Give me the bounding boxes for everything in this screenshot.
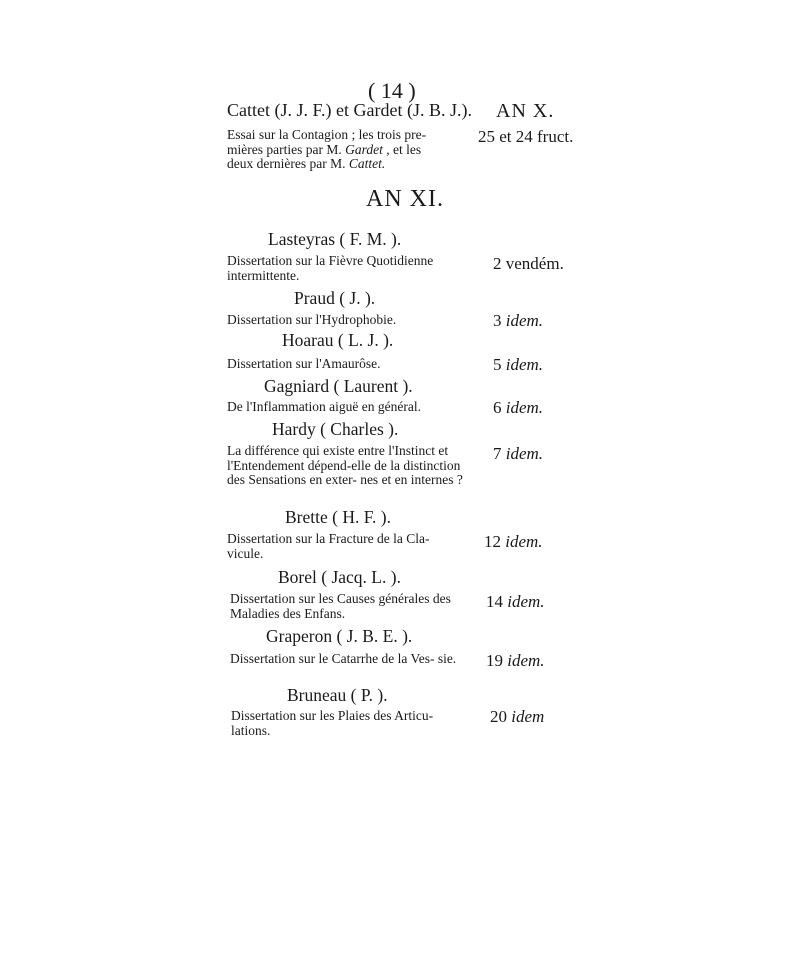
- entry-title: Dissertation sur les Causes générales des Maladies des Enfans.: [230, 591, 451, 621]
- entry-date-word: idem.: [505, 311, 544, 330]
- top-entry-year: AN X.: [496, 100, 555, 122]
- entry-date-word: idem.: [505, 355, 544, 374]
- entry-date-num: 12: [484, 532, 501, 551]
- top-entry-title: [227, 128, 459, 172]
- entry-date-word: idem.: [507, 651, 545, 670]
- entry-date-word: idem: [511, 707, 545, 726]
- top-title-part1: Essai sur la Contagion ; les trois pre-: [227, 127, 427, 142]
- entry-title: De l'Inflammation aiguë en général.: [227, 399, 421, 414]
- top-entry-date: 25 et 24 fruct.: [478, 127, 574, 146]
- top-title-part4: deux dernières par M.: [227, 156, 349, 171]
- entry-author: Hoarau ( L. J. ).: [282, 330, 394, 350]
- entry-date-word: idem.: [505, 532, 543, 551]
- entry-title: Dissertation sur l'Hydrophobie.: [227, 312, 397, 327]
- entry-author: Graperon ( J. B. E. ).: [266, 626, 413, 646]
- entry-author: Praud ( J. ).: [294, 288, 376, 308]
- entry-date-num: 3: [493, 311, 502, 330]
- entry-date: [493, 311, 543, 331]
- entry-author: Brette ( H. F. ).: [285, 507, 392, 527]
- top-title-name2: Cattet.: [348, 156, 386, 171]
- entry-date-word: idem.: [505, 444, 544, 463]
- entry-date-num: 19: [486, 651, 503, 670]
- top-entry-author: Cattet (J. J. F.) et Gardet (J. B. J.).: [227, 100, 473, 120]
- top-title-part2: mières parties par M.: [227, 141, 346, 157]
- entry-date-word: idem.: [507, 592, 545, 611]
- entry-date-num: 2: [493, 254, 502, 273]
- entry-date-word: idem.: [505, 398, 544, 417]
- entry-title: Dissertation sur les Plaies des Articu- lations.: [231, 708, 434, 738]
- top-title-part3: , et les: [382, 141, 422, 157]
- entry-date-word: vendém.: [505, 254, 564, 273]
- entry-date: [493, 444, 543, 464]
- entry-title: Dissertation sur l'Amaurôse.: [227, 356, 381, 371]
- page-number: ( 14 ): [368, 78, 416, 103]
- entry-title: Dissertation sur la Fièvre Quotidienne intermittente.: [227, 253, 434, 283]
- entry-date: [484, 532, 543, 552]
- entry-date-num: 7: [493, 444, 502, 463]
- entry-date-num: 14: [486, 592, 503, 611]
- entry-author: Hardy ( Charles ).: [272, 419, 399, 439]
- section-heading: AN XI.: [366, 186, 444, 212]
- entry-date: [486, 651, 545, 671]
- entry-title: La différence qui existe entre l'Instinct et l'Entendement dépend-elle de la distinction des Sensations en exter- nes et en internes ?: [227, 443, 463, 487]
- entry-title: Dissertation sur le Catarrhe de la Ves- sie.: [230, 651, 457, 666]
- entry-date-num: 6: [493, 398, 502, 417]
- entry-date: [493, 398, 543, 418]
- entry-author: Lasteyras ( F. M. ).: [268, 229, 402, 249]
- top-title-name1: Gardet: [345, 141, 383, 157]
- entry-date: [490, 707, 544, 727]
- entry-date: [486, 592, 545, 612]
- entry-author: Bruneau ( P. ).: [287, 685, 388, 705]
- entry-author: Gagniard ( Laurent ).: [264, 376, 413, 396]
- entry-author: Borel ( Jacq. L. ).: [278, 567, 401, 587]
- entry-date: [493, 254, 564, 274]
- entry-date-num: 20: [490, 707, 507, 726]
- entry-date-num: 5: [493, 355, 502, 374]
- entry-date: [493, 355, 543, 375]
- entry-title: Dissertation sur la Fracture de la Cla- vicule.: [227, 531, 430, 561]
